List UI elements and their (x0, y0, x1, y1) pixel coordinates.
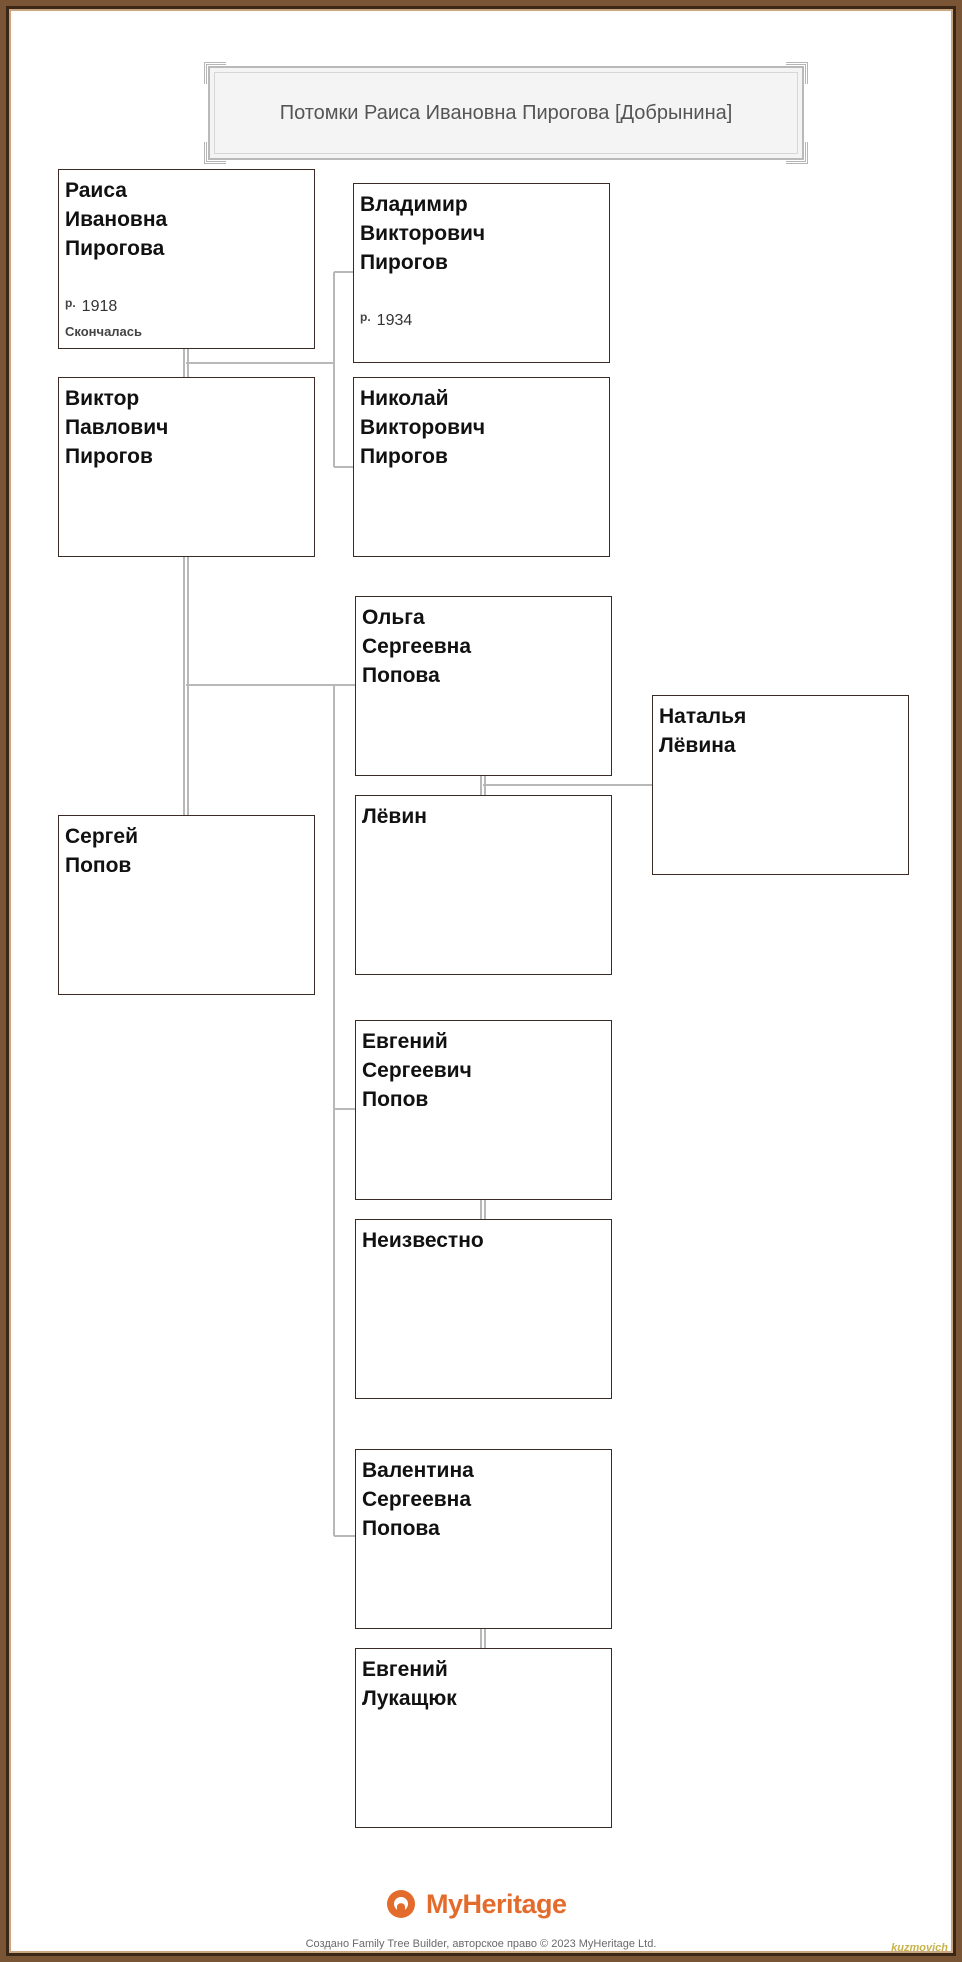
person-name: Неизвестно (362, 1229, 484, 1252)
person-name: Лёвин (362, 805, 427, 828)
birth-info (65, 298, 117, 316)
birth-label: р. (65, 296, 76, 310)
person-card-olga[interactable] (355, 596, 612, 776)
person-card-levin[interactable] (355, 795, 612, 975)
person-name: Владимир Викторович Пирогов (360, 193, 486, 274)
person-card-evgeniy-lukaschuk[interactable] (355, 1648, 612, 1828)
birth-info (360, 312, 412, 330)
person-card-viktor[interactable] (58, 377, 315, 557)
birth-year: 1934 (376, 312, 413, 329)
person-card-raisa[interactable] (58, 169, 315, 349)
birth-label: р. (360, 310, 371, 324)
person-card-unknown[interactable] (355, 1219, 612, 1399)
person-card-nikolai[interactable] (353, 377, 610, 557)
person-name: Ольга Сергеевна Попова (362, 606, 472, 687)
person-name: Раиса Ивановна Пирогова (65, 179, 168, 260)
person-name: Валентина Сергеевна Попова (362, 1459, 474, 1540)
person-name: Евгений Лукащюк (362, 1658, 457, 1710)
myheritage-logo-text: MyHeritage (426, 1888, 567, 1919)
tree-canvas (14, 14, 948, 1948)
chart-title-text: Потомки Раиса Ивановна Пирогова [Добрынина] (279, 101, 733, 124)
birth-year: 1918 (81, 298, 118, 315)
person-card-natalia[interactable] (652, 695, 909, 875)
person-name: Николай Викторович Пирогов (360, 387, 486, 468)
person-card-evgeniy-popov[interactable] (355, 1020, 612, 1200)
copyright-credit: Создано Family Tree Builder, авторское право © 2023 MyHeritage Ltd. (305, 1938, 657, 1950)
death-status: Скончалась (65, 324, 143, 339)
myheritage-logo-icon (384, 1887, 422, 1921)
myheritage-logo (384, 1886, 567, 1922)
person-card-vladimir[interactable] (353, 183, 610, 363)
person-card-sergei[interactable] (58, 815, 315, 995)
watermark: kuzmovich (891, 1942, 948, 1954)
person-name: Сергей Попов (65, 825, 139, 877)
person-card-valentina[interactable] (355, 1449, 612, 1629)
person-name: Виктор Павлович Пирогов (65, 387, 169, 468)
person-name: Евгений Сергеевич Попов (362, 1030, 472, 1111)
person-name: Наталья Лёвина (659, 705, 747, 757)
